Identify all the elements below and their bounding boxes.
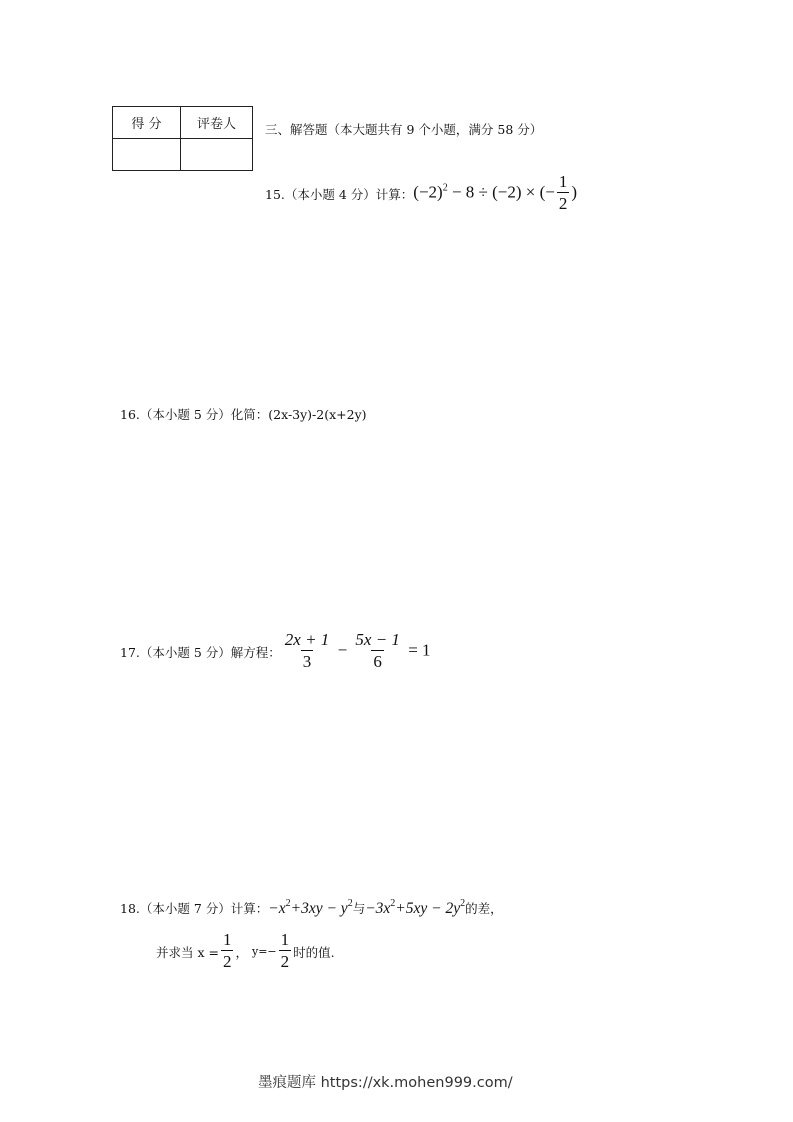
q18-label: 18.（本小题 7 分）计算： (120, 901, 269, 916)
q15-expression: $(-2)^2 - 8 \div (-2)$ × (− $\frac{1}{2}$ ) (413, 172, 578, 213)
q15-fraction: $\frac{1}{2}$ (558, 172, 568, 213)
q17-label: 17.（本小题 5 分）解方程： (120, 644, 281, 660)
q15-label: 15.（本小题 4 分）计算： (265, 186, 414, 202)
score-table (112, 106, 253, 171)
q17-fraction-1: $\frac{2x + 1}{3}$ (284, 630, 330, 671)
question-17 (120, 630, 431, 673)
question-18 (120, 898, 503, 918)
score-cell[interactable] (113, 139, 181, 171)
footer-watermark: 墨痕题库 https://xk.mohen999.com/ (258, 1075, 513, 1091)
question-15 (265, 172, 577, 215)
question-16: 16.（本小题 5 分）化简：(2x-3y)-2(x+2y) (120, 407, 367, 422)
section-title: 三、解答题（本大题共有 9 个小题，满分 58 分） (265, 122, 543, 137)
grader-cell[interactable] (181, 139, 253, 171)
y-value-fraction: $\frac{1}{2}$ (280, 930, 290, 971)
q18-expression: $-x^2+3xy - y^2$与$-3x^2+5xy - 2y^2$的差， (268, 898, 503, 917)
score-header: 得 分 (113, 107, 181, 139)
grader-header: 评卷人 (181, 107, 253, 139)
question-18-line-2: 并求当 x = $\frac{1}{2}$ ， y=− $\frac{1}{2}$ 时的值. (156, 930, 335, 971)
q17-fraction-2: $\frac{5x - 1}{6}$ (355, 630, 400, 671)
q17-equation: $\frac{2x + 1}{3}$ − $\frac{5x - 1}{6}$ = 1 (284, 630, 431, 671)
x-value-fraction: $\frac{1}{2}$ (222, 930, 232, 971)
